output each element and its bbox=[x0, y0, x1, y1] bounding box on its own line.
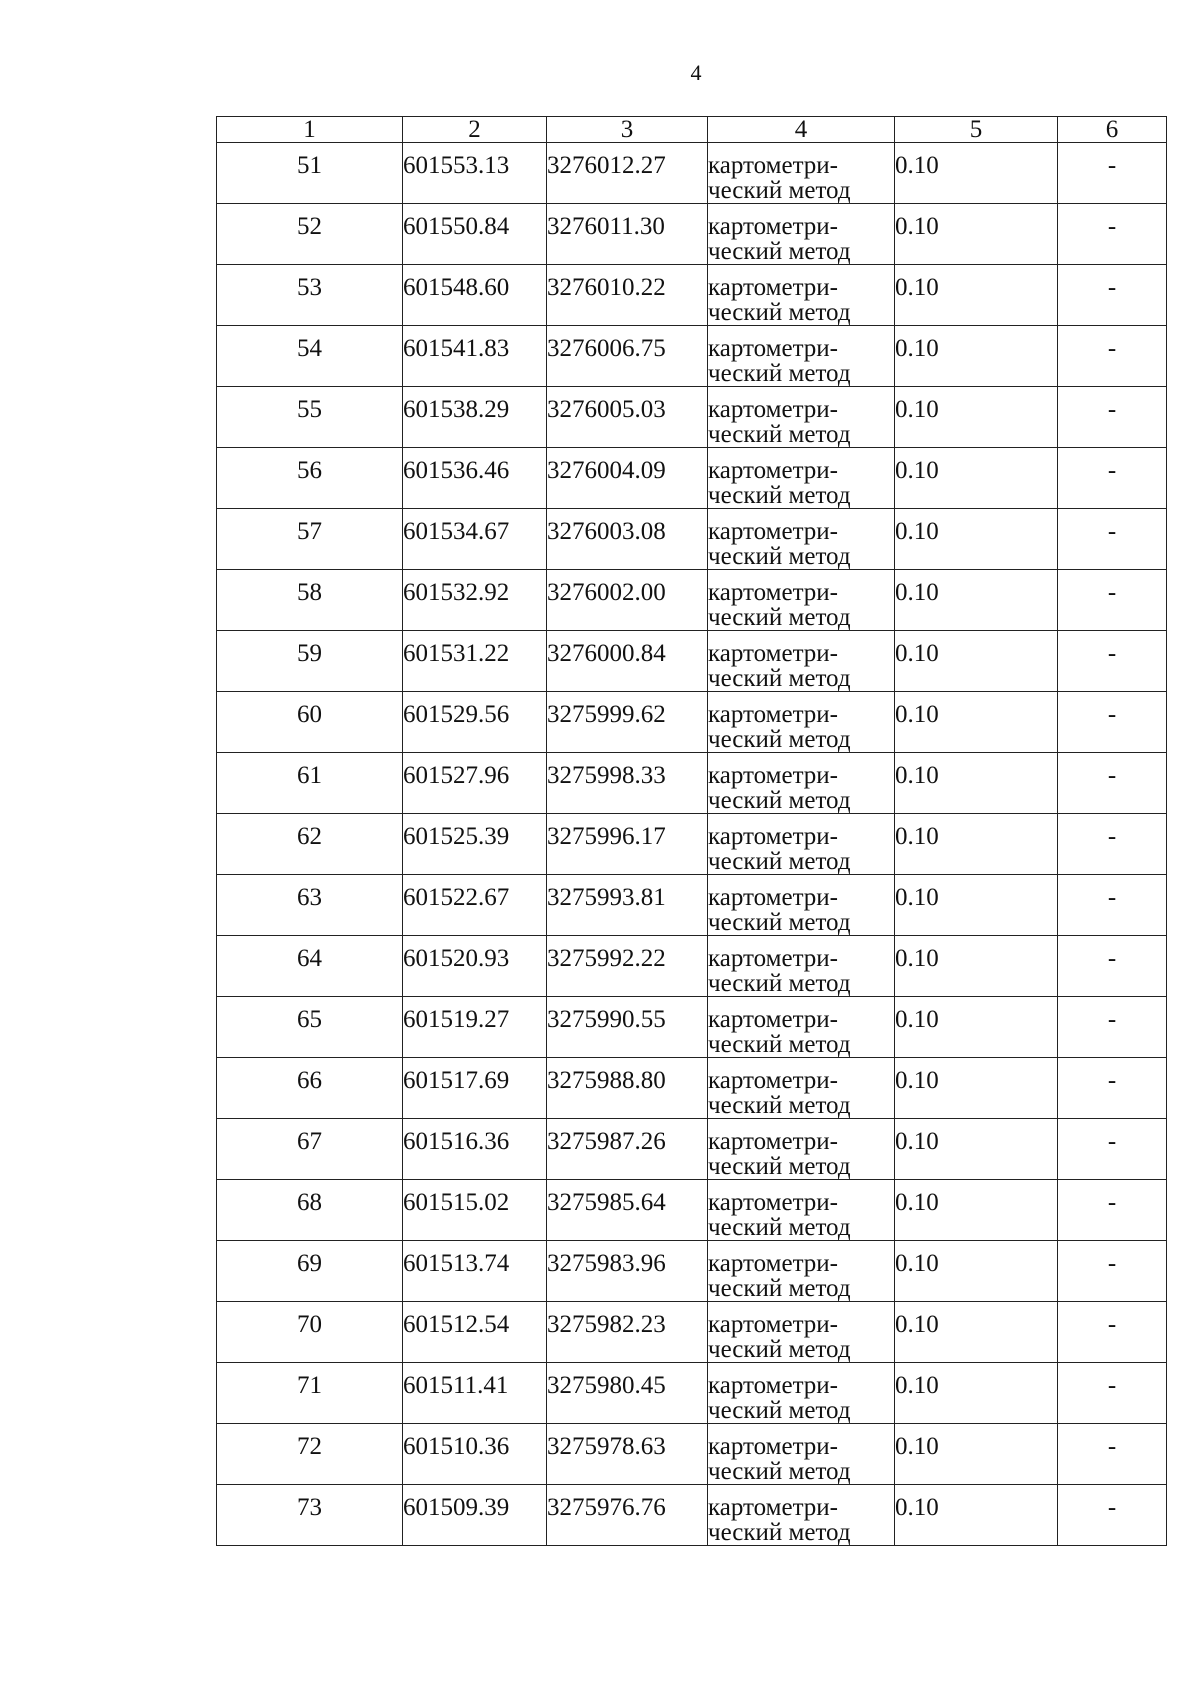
method-cell bbox=[708, 509, 895, 570]
point-number-cell: 63 bbox=[217, 875, 403, 936]
method-cell bbox=[708, 448, 895, 509]
method-cell bbox=[708, 1485, 895, 1546]
table-row bbox=[217, 448, 1167, 509]
table-row bbox=[217, 204, 1167, 265]
table-row bbox=[217, 1485, 1167, 1546]
note-cell: - bbox=[1058, 997, 1167, 1058]
method-line-2: ческий метод bbox=[708, 1092, 851, 1119]
point-number-cell: 72 bbox=[217, 1424, 403, 1485]
note-cell: - bbox=[1058, 509, 1167, 570]
method-line-1: картометри- bbox=[708, 518, 839, 545]
header-col-1: 1 bbox=[217, 117, 403, 143]
method-line-1: картометри- bbox=[708, 579, 839, 606]
note-cell: - bbox=[1058, 692, 1167, 753]
point-number-cell: 70 bbox=[217, 1302, 403, 1363]
note-cell: - bbox=[1058, 143, 1167, 204]
table-row bbox=[217, 875, 1167, 936]
table-header bbox=[217, 117, 1167, 143]
method-line-1: картометри- bbox=[708, 1250, 839, 1277]
y-coordinate-cell: 3275987.26 bbox=[547, 1119, 708, 1180]
note-cell: - bbox=[1058, 326, 1167, 387]
point-number-cell: 58 bbox=[217, 570, 403, 631]
y-coordinate-cell: 3275978.63 bbox=[547, 1424, 708, 1485]
accuracy-cell: 0.10 bbox=[895, 265, 1058, 326]
accuracy-cell: 0.10 bbox=[895, 387, 1058, 448]
method-line-1: картометри- bbox=[708, 1128, 839, 1155]
point-number-cell: 61 bbox=[217, 753, 403, 814]
x-coordinate-cell: 601532.92 bbox=[403, 570, 547, 631]
header-col-4: 4 bbox=[708, 117, 895, 143]
header-col-3: 3 bbox=[547, 117, 708, 143]
table-row bbox=[217, 1424, 1167, 1485]
table-row bbox=[217, 692, 1167, 753]
table-row bbox=[217, 326, 1167, 387]
method-cell bbox=[708, 875, 895, 936]
point-number-cell: 73 bbox=[217, 1485, 403, 1546]
x-coordinate-cell: 601529.56 bbox=[403, 692, 547, 753]
x-coordinate-cell: 601541.83 bbox=[403, 326, 547, 387]
accuracy-cell: 0.10 bbox=[895, 692, 1058, 753]
method-line-2: ческий метод bbox=[708, 1458, 851, 1485]
method-line-2: ческий метод bbox=[708, 1519, 851, 1546]
accuracy-cell: 0.10 bbox=[895, 509, 1058, 570]
y-coordinate-cell: 3276011.30 bbox=[547, 204, 708, 265]
y-coordinate-cell: 3275992.22 bbox=[547, 936, 708, 997]
accuracy-cell: 0.10 bbox=[895, 1302, 1058, 1363]
accuracy-cell: 0.10 bbox=[895, 1485, 1058, 1546]
method-line-1: картометри- bbox=[708, 701, 839, 728]
header-row bbox=[217, 117, 1167, 143]
method-cell bbox=[708, 997, 895, 1058]
method-line-1: картометри- bbox=[708, 274, 839, 301]
note-cell: - bbox=[1058, 1058, 1167, 1119]
x-coordinate-cell: 601512.54 bbox=[403, 1302, 547, 1363]
x-coordinate-cell: 601520.93 bbox=[403, 936, 547, 997]
table-body bbox=[217, 143, 1167, 1546]
table-row bbox=[217, 1180, 1167, 1241]
y-coordinate-cell: 3275982.23 bbox=[547, 1302, 708, 1363]
point-number-cell: 59 bbox=[217, 631, 403, 692]
x-coordinate-cell: 601538.29 bbox=[403, 387, 547, 448]
accuracy-cell: 0.10 bbox=[895, 1424, 1058, 1485]
table-row bbox=[217, 753, 1167, 814]
method-line-1: картометри- bbox=[708, 1189, 839, 1216]
note-cell: - bbox=[1058, 753, 1167, 814]
table-row bbox=[217, 997, 1167, 1058]
method-cell bbox=[708, 1302, 895, 1363]
table-row bbox=[217, 143, 1167, 204]
point-number-cell: 69 bbox=[217, 1241, 403, 1302]
method-line-1: картометри- bbox=[708, 213, 839, 240]
point-number-cell: 60 bbox=[217, 692, 403, 753]
note-cell: - bbox=[1058, 1485, 1167, 1546]
method-cell bbox=[708, 1363, 895, 1424]
x-coordinate-cell: 601548.60 bbox=[403, 265, 547, 326]
method-cell bbox=[708, 814, 895, 875]
method-line-1: картометри- bbox=[708, 762, 839, 789]
method-line-1: картометри- bbox=[708, 335, 839, 362]
method-cell bbox=[708, 204, 895, 265]
method-line-1: картометри- bbox=[708, 396, 839, 423]
x-coordinate-cell: 601525.39 bbox=[403, 814, 547, 875]
y-coordinate-cell: 3276012.27 bbox=[547, 143, 708, 204]
x-coordinate-cell: 601531.22 bbox=[403, 631, 547, 692]
note-cell: - bbox=[1058, 936, 1167, 997]
point-number-cell: 62 bbox=[217, 814, 403, 875]
table-row bbox=[217, 1241, 1167, 1302]
method-line-2: ческий метод bbox=[708, 543, 851, 570]
point-number-cell: 53 bbox=[217, 265, 403, 326]
note-cell: - bbox=[1058, 1180, 1167, 1241]
method-line-1: картометри- bbox=[708, 1311, 839, 1338]
table-row bbox=[217, 1302, 1167, 1363]
accuracy-cell: 0.10 bbox=[895, 753, 1058, 814]
method-line-2: ческий метод bbox=[708, 1153, 851, 1180]
note-cell: - bbox=[1058, 1363, 1167, 1424]
header-col-5: 5 bbox=[895, 117, 1058, 143]
x-coordinate-cell: 601511.41 bbox=[403, 1363, 547, 1424]
note-cell: - bbox=[1058, 1424, 1167, 1485]
point-number-cell: 67 bbox=[217, 1119, 403, 1180]
method-line-1: картометри- bbox=[708, 640, 839, 667]
y-coordinate-cell: 3276002.00 bbox=[547, 570, 708, 631]
note-cell: - bbox=[1058, 570, 1167, 631]
accuracy-cell: 0.10 bbox=[895, 204, 1058, 265]
method-line-1: картометри- bbox=[708, 1006, 839, 1033]
method-line-2: ческий метод bbox=[708, 482, 851, 509]
point-number-cell: 71 bbox=[217, 1363, 403, 1424]
y-coordinate-cell: 3275998.33 bbox=[547, 753, 708, 814]
note-cell: - bbox=[1058, 448, 1167, 509]
method-line-2: ческий метод bbox=[708, 665, 851, 692]
method-line-2: ческий метод bbox=[708, 177, 851, 204]
note-cell: - bbox=[1058, 1119, 1167, 1180]
method-line-2: ческий метод bbox=[708, 848, 851, 875]
note-cell: - bbox=[1058, 814, 1167, 875]
note-cell: - bbox=[1058, 875, 1167, 936]
method-line-1: картометри- bbox=[708, 1372, 839, 1399]
method-cell bbox=[708, 570, 895, 631]
note-cell: - bbox=[1058, 1302, 1167, 1363]
y-coordinate-cell: 3275985.64 bbox=[547, 1180, 708, 1241]
method-line-2: ческий метод bbox=[708, 1031, 851, 1058]
method-line-2: ческий метод bbox=[708, 421, 851, 448]
accuracy-cell: 0.10 bbox=[895, 814, 1058, 875]
x-coordinate-cell: 601536.46 bbox=[403, 448, 547, 509]
point-number-cell: 54 bbox=[217, 326, 403, 387]
point-number-cell: 51 bbox=[217, 143, 403, 204]
x-coordinate-cell: 601515.02 bbox=[403, 1180, 547, 1241]
x-coordinate-cell: 601519.27 bbox=[403, 997, 547, 1058]
table-row bbox=[217, 1058, 1167, 1119]
header-col-6: 6 bbox=[1058, 117, 1167, 143]
accuracy-cell: 0.10 bbox=[895, 326, 1058, 387]
method-line-2: ческий метод bbox=[708, 1397, 851, 1424]
note-cell: - bbox=[1058, 265, 1167, 326]
accuracy-cell: 0.10 bbox=[895, 1058, 1058, 1119]
method-cell bbox=[708, 936, 895, 997]
method-cell bbox=[708, 1119, 895, 1180]
point-number-cell: 68 bbox=[217, 1180, 403, 1241]
y-coordinate-cell: 3275990.55 bbox=[547, 997, 708, 1058]
x-coordinate-cell: 601516.36 bbox=[403, 1119, 547, 1180]
accuracy-cell: 0.10 bbox=[895, 936, 1058, 997]
y-coordinate-cell: 3275996.17 bbox=[547, 814, 708, 875]
method-line-2: ческий метод bbox=[708, 360, 851, 387]
y-coordinate-cell: 3276003.08 bbox=[547, 509, 708, 570]
accuracy-cell: 0.10 bbox=[895, 143, 1058, 204]
method-line-2: ческий метод bbox=[708, 726, 851, 753]
method-line-2: ческий метод bbox=[708, 1275, 851, 1302]
coordinates-table bbox=[216, 116, 1167, 1546]
method-cell bbox=[708, 326, 895, 387]
method-cell bbox=[708, 265, 895, 326]
table-row bbox=[217, 1363, 1167, 1424]
method-line-1: картометри- bbox=[708, 1494, 839, 1521]
method-line-2: ческий метод bbox=[708, 1336, 851, 1363]
point-number-cell: 57 bbox=[217, 509, 403, 570]
method-cell bbox=[708, 753, 895, 814]
y-coordinate-cell: 3275988.80 bbox=[547, 1058, 708, 1119]
method-line-2: ческий метод bbox=[708, 970, 851, 997]
method-line-2: ческий метод bbox=[708, 299, 851, 326]
x-coordinate-cell: 601517.69 bbox=[403, 1058, 547, 1119]
method-line-1: картометри- bbox=[708, 1433, 839, 1460]
method-line-1: картометри- bbox=[708, 152, 839, 179]
accuracy-cell: 0.10 bbox=[895, 875, 1058, 936]
method-line-1: картометри- bbox=[708, 823, 839, 850]
method-line-2: ческий метод bbox=[708, 1214, 851, 1241]
point-number-cell: 65 bbox=[217, 997, 403, 1058]
y-coordinate-cell: 3276005.03 bbox=[547, 387, 708, 448]
point-number-cell: 56 bbox=[217, 448, 403, 509]
table-row bbox=[217, 631, 1167, 692]
method-line-2: ческий метод bbox=[708, 787, 851, 814]
accuracy-cell: 0.10 bbox=[895, 570, 1058, 631]
y-coordinate-cell: 3276010.22 bbox=[547, 265, 708, 326]
y-coordinate-cell: 3276004.09 bbox=[547, 448, 708, 509]
note-cell: - bbox=[1058, 1241, 1167, 1302]
note-cell: - bbox=[1058, 387, 1167, 448]
y-coordinate-cell: 3275983.96 bbox=[547, 1241, 708, 1302]
method-line-2: ческий метод bbox=[708, 238, 851, 265]
method-cell bbox=[708, 692, 895, 753]
accuracy-cell: 0.10 bbox=[895, 1363, 1058, 1424]
x-coordinate-cell: 601509.39 bbox=[403, 1485, 547, 1546]
y-coordinate-cell: 3275999.62 bbox=[547, 692, 708, 753]
point-number-cell: 66 bbox=[217, 1058, 403, 1119]
point-number-cell: 52 bbox=[217, 204, 403, 265]
note-cell: - bbox=[1058, 204, 1167, 265]
method-line-1: картометри- bbox=[708, 1067, 839, 1094]
x-coordinate-cell: 601553.13 bbox=[403, 143, 547, 204]
accuracy-cell: 0.10 bbox=[895, 1241, 1058, 1302]
table-row bbox=[217, 265, 1167, 326]
x-coordinate-cell: 601534.67 bbox=[403, 509, 547, 570]
method-cell bbox=[708, 1424, 895, 1485]
x-coordinate-cell: 601510.36 bbox=[403, 1424, 547, 1485]
y-coordinate-cell: 3275980.45 bbox=[547, 1363, 708, 1424]
y-coordinate-cell: 3275993.81 bbox=[547, 875, 708, 936]
y-coordinate-cell: 3275976.76 bbox=[547, 1485, 708, 1546]
method-line-1: картометри- bbox=[708, 945, 839, 972]
table-row bbox=[217, 570, 1167, 631]
point-number-cell: 55 bbox=[217, 387, 403, 448]
table-row bbox=[217, 936, 1167, 997]
method-cell bbox=[708, 387, 895, 448]
method-cell bbox=[708, 1180, 895, 1241]
point-number-cell: 64 bbox=[217, 936, 403, 997]
x-coordinate-cell: 601522.67 bbox=[403, 875, 547, 936]
accuracy-cell: 0.10 bbox=[895, 1180, 1058, 1241]
method-line-1: картометри- bbox=[708, 457, 839, 484]
x-coordinate-cell: 601550.84 bbox=[403, 204, 547, 265]
accuracy-cell: 0.10 bbox=[895, 631, 1058, 692]
header-col-2: 2 bbox=[403, 117, 547, 143]
note-cell: - bbox=[1058, 631, 1167, 692]
y-coordinate-cell: 3276006.75 bbox=[547, 326, 708, 387]
x-coordinate-cell: 601527.96 bbox=[403, 753, 547, 814]
table-row bbox=[217, 509, 1167, 570]
page-number: 4 bbox=[690, 60, 702, 85]
table-row bbox=[217, 814, 1167, 875]
x-coordinate-cell: 601513.74 bbox=[403, 1241, 547, 1302]
method-line-2: ческий метод bbox=[708, 604, 851, 631]
method-cell bbox=[708, 1241, 895, 1302]
accuracy-cell: 0.10 bbox=[895, 1119, 1058, 1180]
method-line-2: ческий метод bbox=[708, 909, 851, 936]
table-row bbox=[217, 1119, 1167, 1180]
method-line-1: картометри- bbox=[708, 884, 839, 911]
table-row bbox=[217, 387, 1167, 448]
method-cell bbox=[708, 631, 895, 692]
accuracy-cell: 0.10 bbox=[895, 997, 1058, 1058]
method-cell bbox=[708, 143, 895, 204]
y-coordinate-cell: 3276000.84 bbox=[547, 631, 708, 692]
method-cell bbox=[708, 1058, 895, 1119]
accuracy-cell: 0.10 bbox=[895, 448, 1058, 509]
